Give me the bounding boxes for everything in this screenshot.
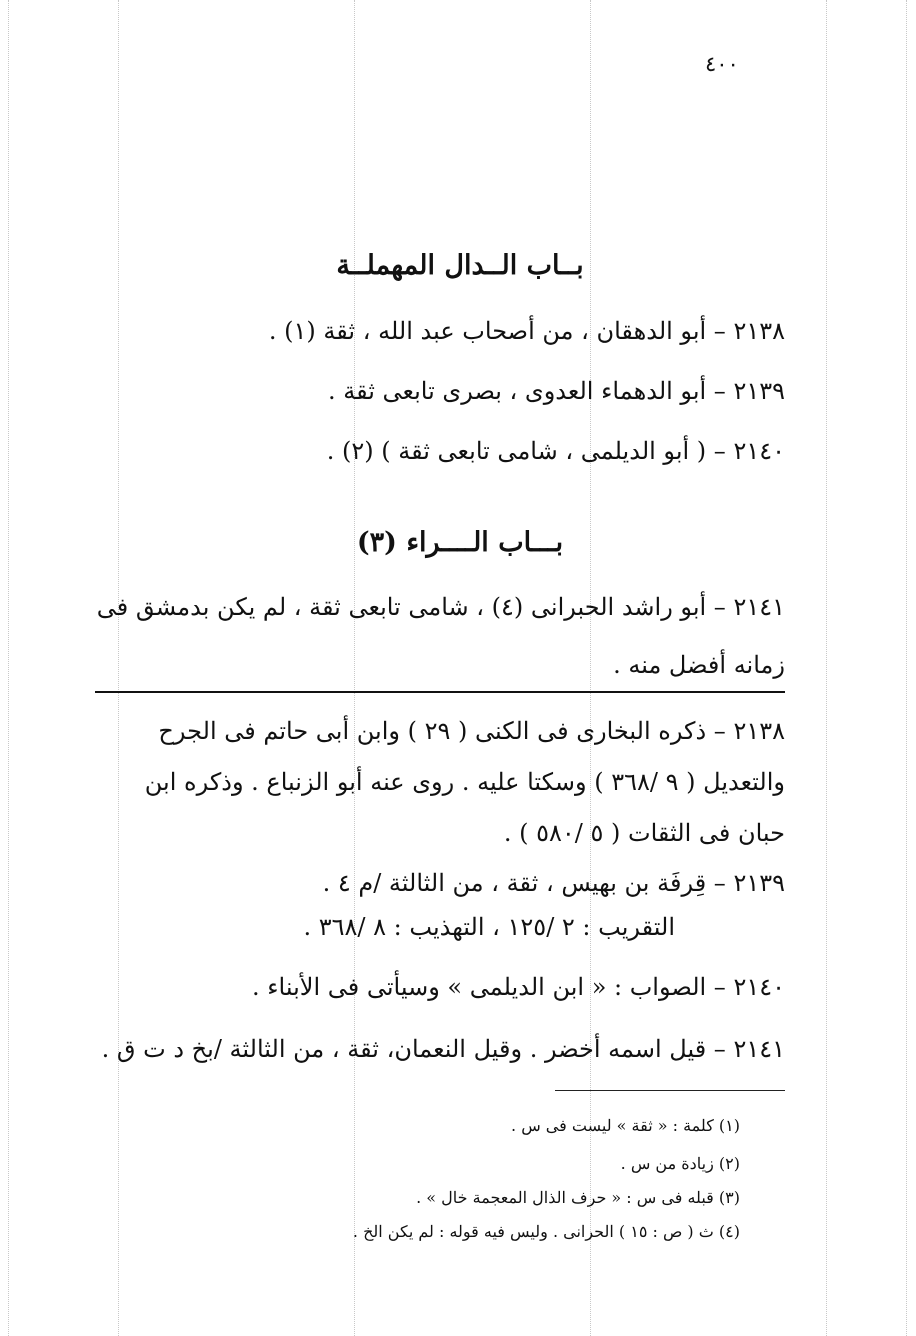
notes-divider [95,691,785,693]
entry-2139: ٢١٣٩ – أبو الدهماء العدوى ، بصرى تابعى ثقة . [327,377,785,405]
footnote-3: (٣) قبله فى س : « حرف الذال المعجمة خال » . [416,1188,740,1207]
section-heading-dal: بــاب الــدال المهملــة [336,250,584,281]
note-2139: ٢١٣٩ – قِرفَة بن بهيس ، ثقة ، من الثالثة /م ٤ . [322,869,785,897]
page-number: ٤٠٠ [705,52,739,76]
scan-guide-line [8,0,9,1336]
note-2139-references: التقريب : ٢ /١٢٥ ، التهذيب : ٨ /٣٦٨ . [303,913,675,941]
footnote-4: (٤) ث ( ص : ١٥ ) الحرانى . وليس فيه قوله : لم يكن الخ . [352,1222,740,1241]
scan-guide-line [826,0,827,1336]
note-2141: ٢١٤١ – قيل اسمه أخضر . وقيل النعمان، ثقة ، من الثالثة /بخ د ت ق . [101,1035,785,1063]
entry-2138: ٢١٣٨ – أبو الدهقان ، من أصحاب عبد الله ، ثقة (١) . [268,317,785,345]
note-2138: ٢١٣٨ – ذكره البخارى فى الكنى ( ٢٩ ) وابن أبى حاتم فى الجرح والتعديل ( ٩ /٣٦٨ ) وسكتا عليه . روى عنه أبو الزنباع . وذكره ابن حبان فى الثقات ( ٥ /٥٨٠ ) . [144,717,785,847]
footnote-2: (٢) زيادة من س . [620,1154,740,1173]
note-2140: ٢١٤٠ – الصواب : « ابن الديلمى » وسيأتى فى الأبناء . [251,973,785,1001]
entry-2140: ٢١٤٠ – ( أبو الديلمى ، شامى تابعى ثقة ) (٢) . [326,437,785,465]
entry-2141: ٢١٤١ – أبو راشد الحبرانى (٤) ، شامى تابعى ثقة ، لم يكن بدمشق فى زمانه أفضل منه . [96,593,785,679]
section-heading-ra: بـــاب الــــراء (٣) [356,527,564,558]
scan-guide-line [906,0,907,1336]
footnote-divider [555,1090,785,1091]
footnote-1: (١) كلمة : « ثقة » ليست فى س . [511,1116,740,1135]
